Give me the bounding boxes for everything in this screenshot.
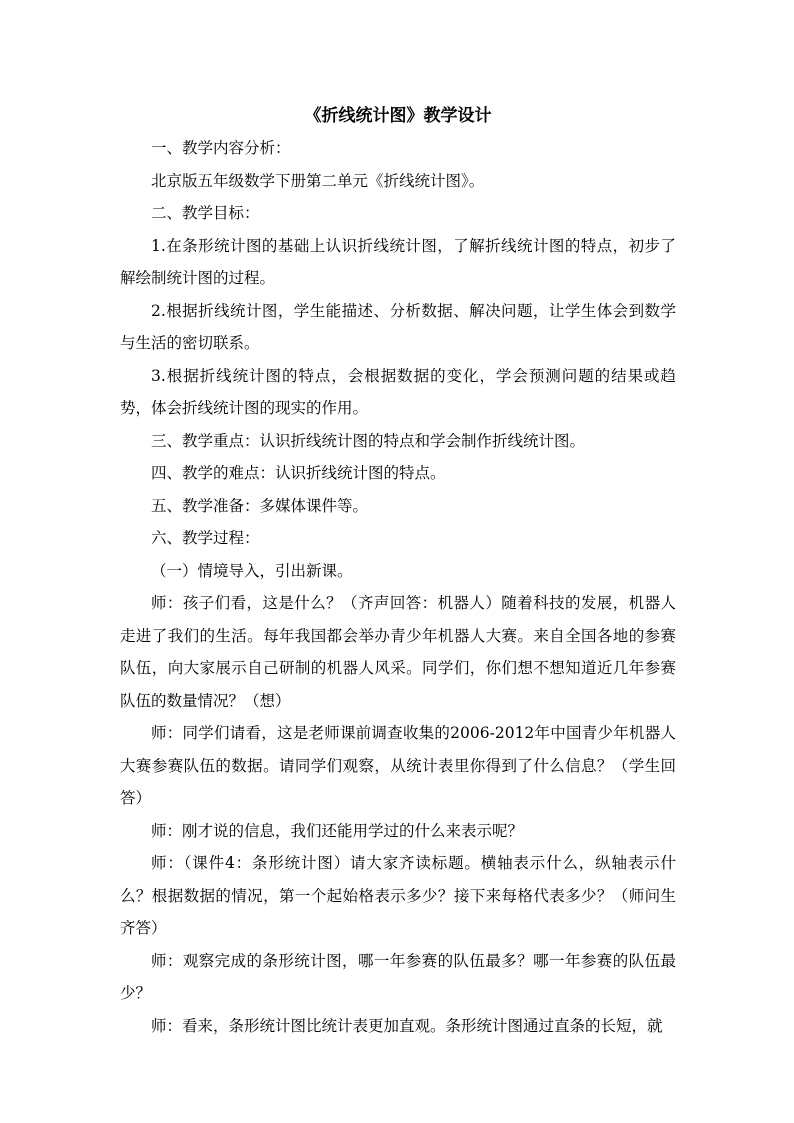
dialogue-paragraph: 师：看来，条形统计图比统计表更加直观。条形统计图通过直条的长短，就: [151, 1016, 663, 1035]
dialogue-paragraph: 师：同学们请看，这是老师课前调查收集的2006-2012年中国青少年机器人大赛参赛队伍的数据。请同学们观察，从统计表里你得到了什么信息？（学生回答）: [120, 724, 676, 807]
objective-3: 3.根据折线统计图的特点，会根据数据的变化，学会预测问题的结果或趋势，体会折线统计图的现实的作用。: [120, 366, 676, 417]
dialogue-paragraph: 师：刚才说的信息，我们还能用学过的什么来表示呢？: [151, 821, 524, 840]
document-title: 《折线统计图》教学设计: [304, 106, 492, 126]
objective-2: 2.根据折线统计图，学生能描述、分析数据、解决问题，让学生体会到数学与生活的密切联系。: [120, 301, 676, 352]
section-preparation: 五、教学准备：多媒体课件等。: [151, 496, 369, 515]
section-key-points: 三、教学重点：认识折线统计图的特点和学会制作折线统计图。: [151, 431, 586, 450]
section-heading-objectives: 二、教学目标：: [151, 204, 260, 222]
dialogue-paragraph: 师：（课件4：条形统计图）请大家齐读标题。横轴表示什么，纵轴表示什么？根据数据的情况，第一个起始格表示多少？接下来每格代表多少？（师问生齐答）: [120, 854, 676, 937]
objective-1: 1.在条形统计图的基础上认识折线统计图，了解折线统计图的特点，初步了解绘制统计图的过程。: [120, 236, 676, 287]
subsection-intro: （一）情境导入，引出新课。: [151, 561, 353, 580]
section-heading-content-analysis: 一、教学内容分析：: [151, 139, 291, 157]
document-page: [120, 100, 676, 1042]
section-heading-process: 六、教学过程：: [151, 529, 260, 547]
section-difficulties: 四、教学的难点：认识折线统计图的特点。: [151, 464, 446, 482]
dialogue-paragraph: 师：观察完成的条形统计图，哪一年参赛的队伍最多？哪一年参赛的队伍最少？: [120, 951, 676, 1002]
paragraph-textbook: 北京版五年级数学下册第二单元《折线统计图》。: [151, 171, 485, 190]
dialogue-paragraph: 师：孩子们看，这是什么？（齐声回答：机器人）随着科技的发展，机器人走进了我们的生活。每年我国都会举办青少年机器人大赛。来自全国各地的参赛队伍，向大家展示自己研制的机器人风采。同学们，你们想不想知道近几年参赛队伍的数量情况？（想）: [120, 594, 676, 710]
